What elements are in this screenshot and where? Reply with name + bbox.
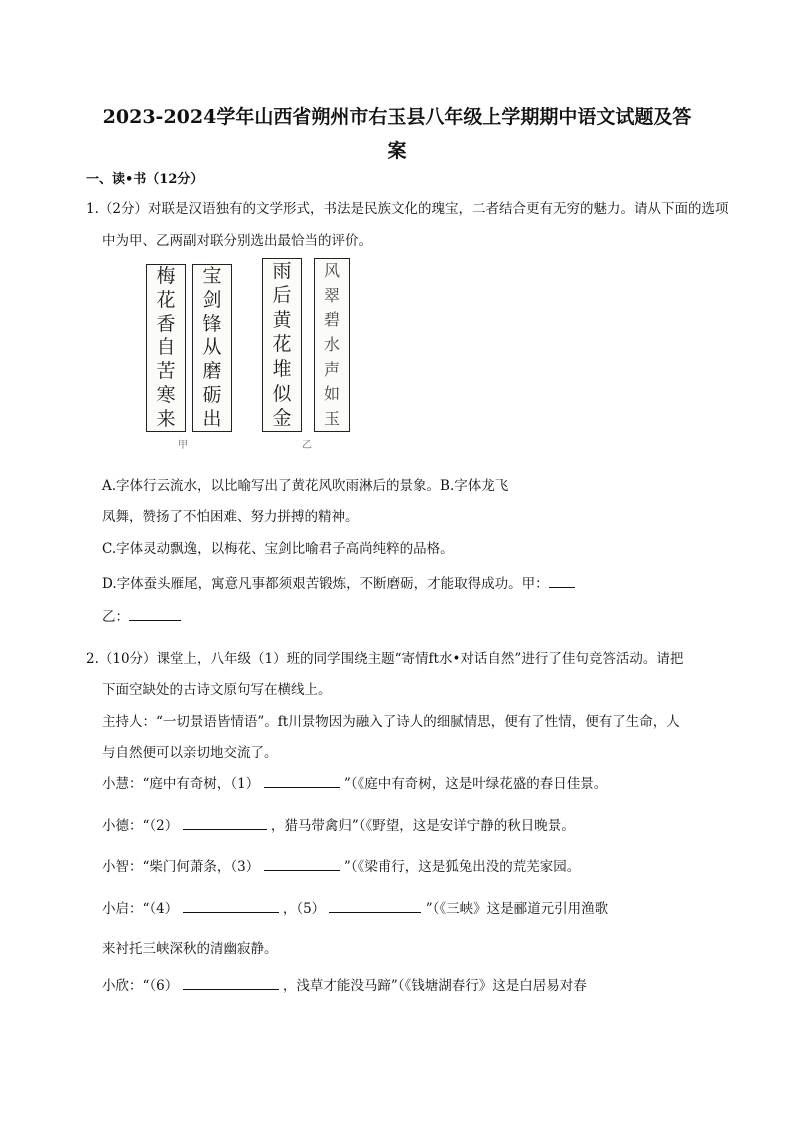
q1-answer-yi: 乙： [102, 605, 181, 625]
q2-stem-line-1: 2.（10分）课堂上，八年级（1）班的同学围绕主题“寄情ft水•对话自然”进行了佳句竞答活动。请把 [86, 651, 684, 667]
couplet-jia-scroll-1: 梅 花 香 自 苦 寒 来 [146, 264, 186, 432]
answer-blank-2[interactable] [183, 815, 267, 830]
q2-host-line-2: 与自然便可以亲切地交流了。 [102, 745, 278, 761]
section-heading: 一、读•书（12分） [86, 172, 204, 187]
q1-stem-line-2: 中为甲、乙两副对联分别选出最恰当的评价。 [102, 233, 372, 249]
couplet-calligraphy-image [142, 256, 364, 452]
answer-blank-1[interactable] [264, 773, 340, 788]
q1-stem-line-1: 1.（2分）对联是汉语独有的文学形式，书法是民族文化的瑰宝，二者结合更有无穷的魅力。请从下面的选项 [86, 201, 729, 217]
answer-blank-6[interactable] [183, 975, 279, 990]
couplet-yi-scroll-1: 雨 后 黄 花 堆 似 金 [262, 258, 302, 432]
couplet-jia-scroll-2: 宝 剑 锋 从 磨 砺 出 [192, 264, 232, 432]
answer-blank-4[interactable] [183, 898, 279, 913]
title-line-2: 案 [387, 140, 407, 162]
answer-blank-3[interactable] [264, 856, 340, 871]
answer-blank-yi[interactable] [129, 606, 181, 621]
q2-item-xiaoxin: 小欣：“（6） ，浅草才能没马蹄”（《钱塘湖春行》这是白居易对春 [102, 974, 587, 994]
q2-item-xiaohui: 小慧：“庭中有奇树，（1） ”（《庭中有奇树，这是叶绿花盛的春日佳景。 [102, 772, 607, 792]
label-yi: 乙 [302, 440, 312, 451]
answer-blank-jia[interactable] [549, 573, 575, 588]
couplet-yi-scroll-2: 风 翠 碧 水 声 如 玉 [314, 258, 350, 432]
q1-option-a: A.字体行云流水，以比喻写出了黄花风吹雨淋后的景象。B.字体龙飞 [102, 478, 509, 494]
answer-blank-5[interactable] [329, 898, 421, 913]
q2-item-xiaoqi: 小启：“（4） ，（5） ”（《三峡》这是郦道元引用渔歌 [102, 897, 608, 917]
q2-item-xiaoqi-line-2: 来衬托三峡深秋的清幽寂静。 [102, 941, 278, 957]
q1-option-b: 凤舞，赞扬了不怕困难、努力拼搏的精神。 [102, 509, 359, 525]
q2-item-xiaozhi: 小智：“柴门何萧条，（3） ”（《梁甫行，这是狐兔出没的荒芜家园。 [102, 855, 580, 875]
q1-option-c: C.字体灵动飘逸，以梅花、宝剑比喻君子高尚纯粹的品格。 [102, 541, 454, 557]
q1-option-d: D.字体蚕头雁尾，寓意凡事都须艰苦锻炼，不断磨砺，才能取得成功。甲： [102, 572, 575, 592]
q2-host-line-1: 主持人：“一切景语皆情语”。ft川景物因为融入了诗人的细腻情思，便有了性情，便有了生命，人 [102, 714, 680, 730]
q2-item-xiaode: 小德：“（2） ，猎马带禽归”（《野望，这是安详宁静的秋日晚景。 [102, 814, 575, 834]
title-line-1: 2023-2024学年山西省朔州市右玉县八年级上学期期中语文试题及答 [102, 106, 692, 128]
q2-stem-line-2: 下面空缺处的古诗文原句写在横线上。 [102, 682, 332, 698]
document-title [60, 100, 734, 168]
label-jia: 甲 [178, 440, 188, 451]
